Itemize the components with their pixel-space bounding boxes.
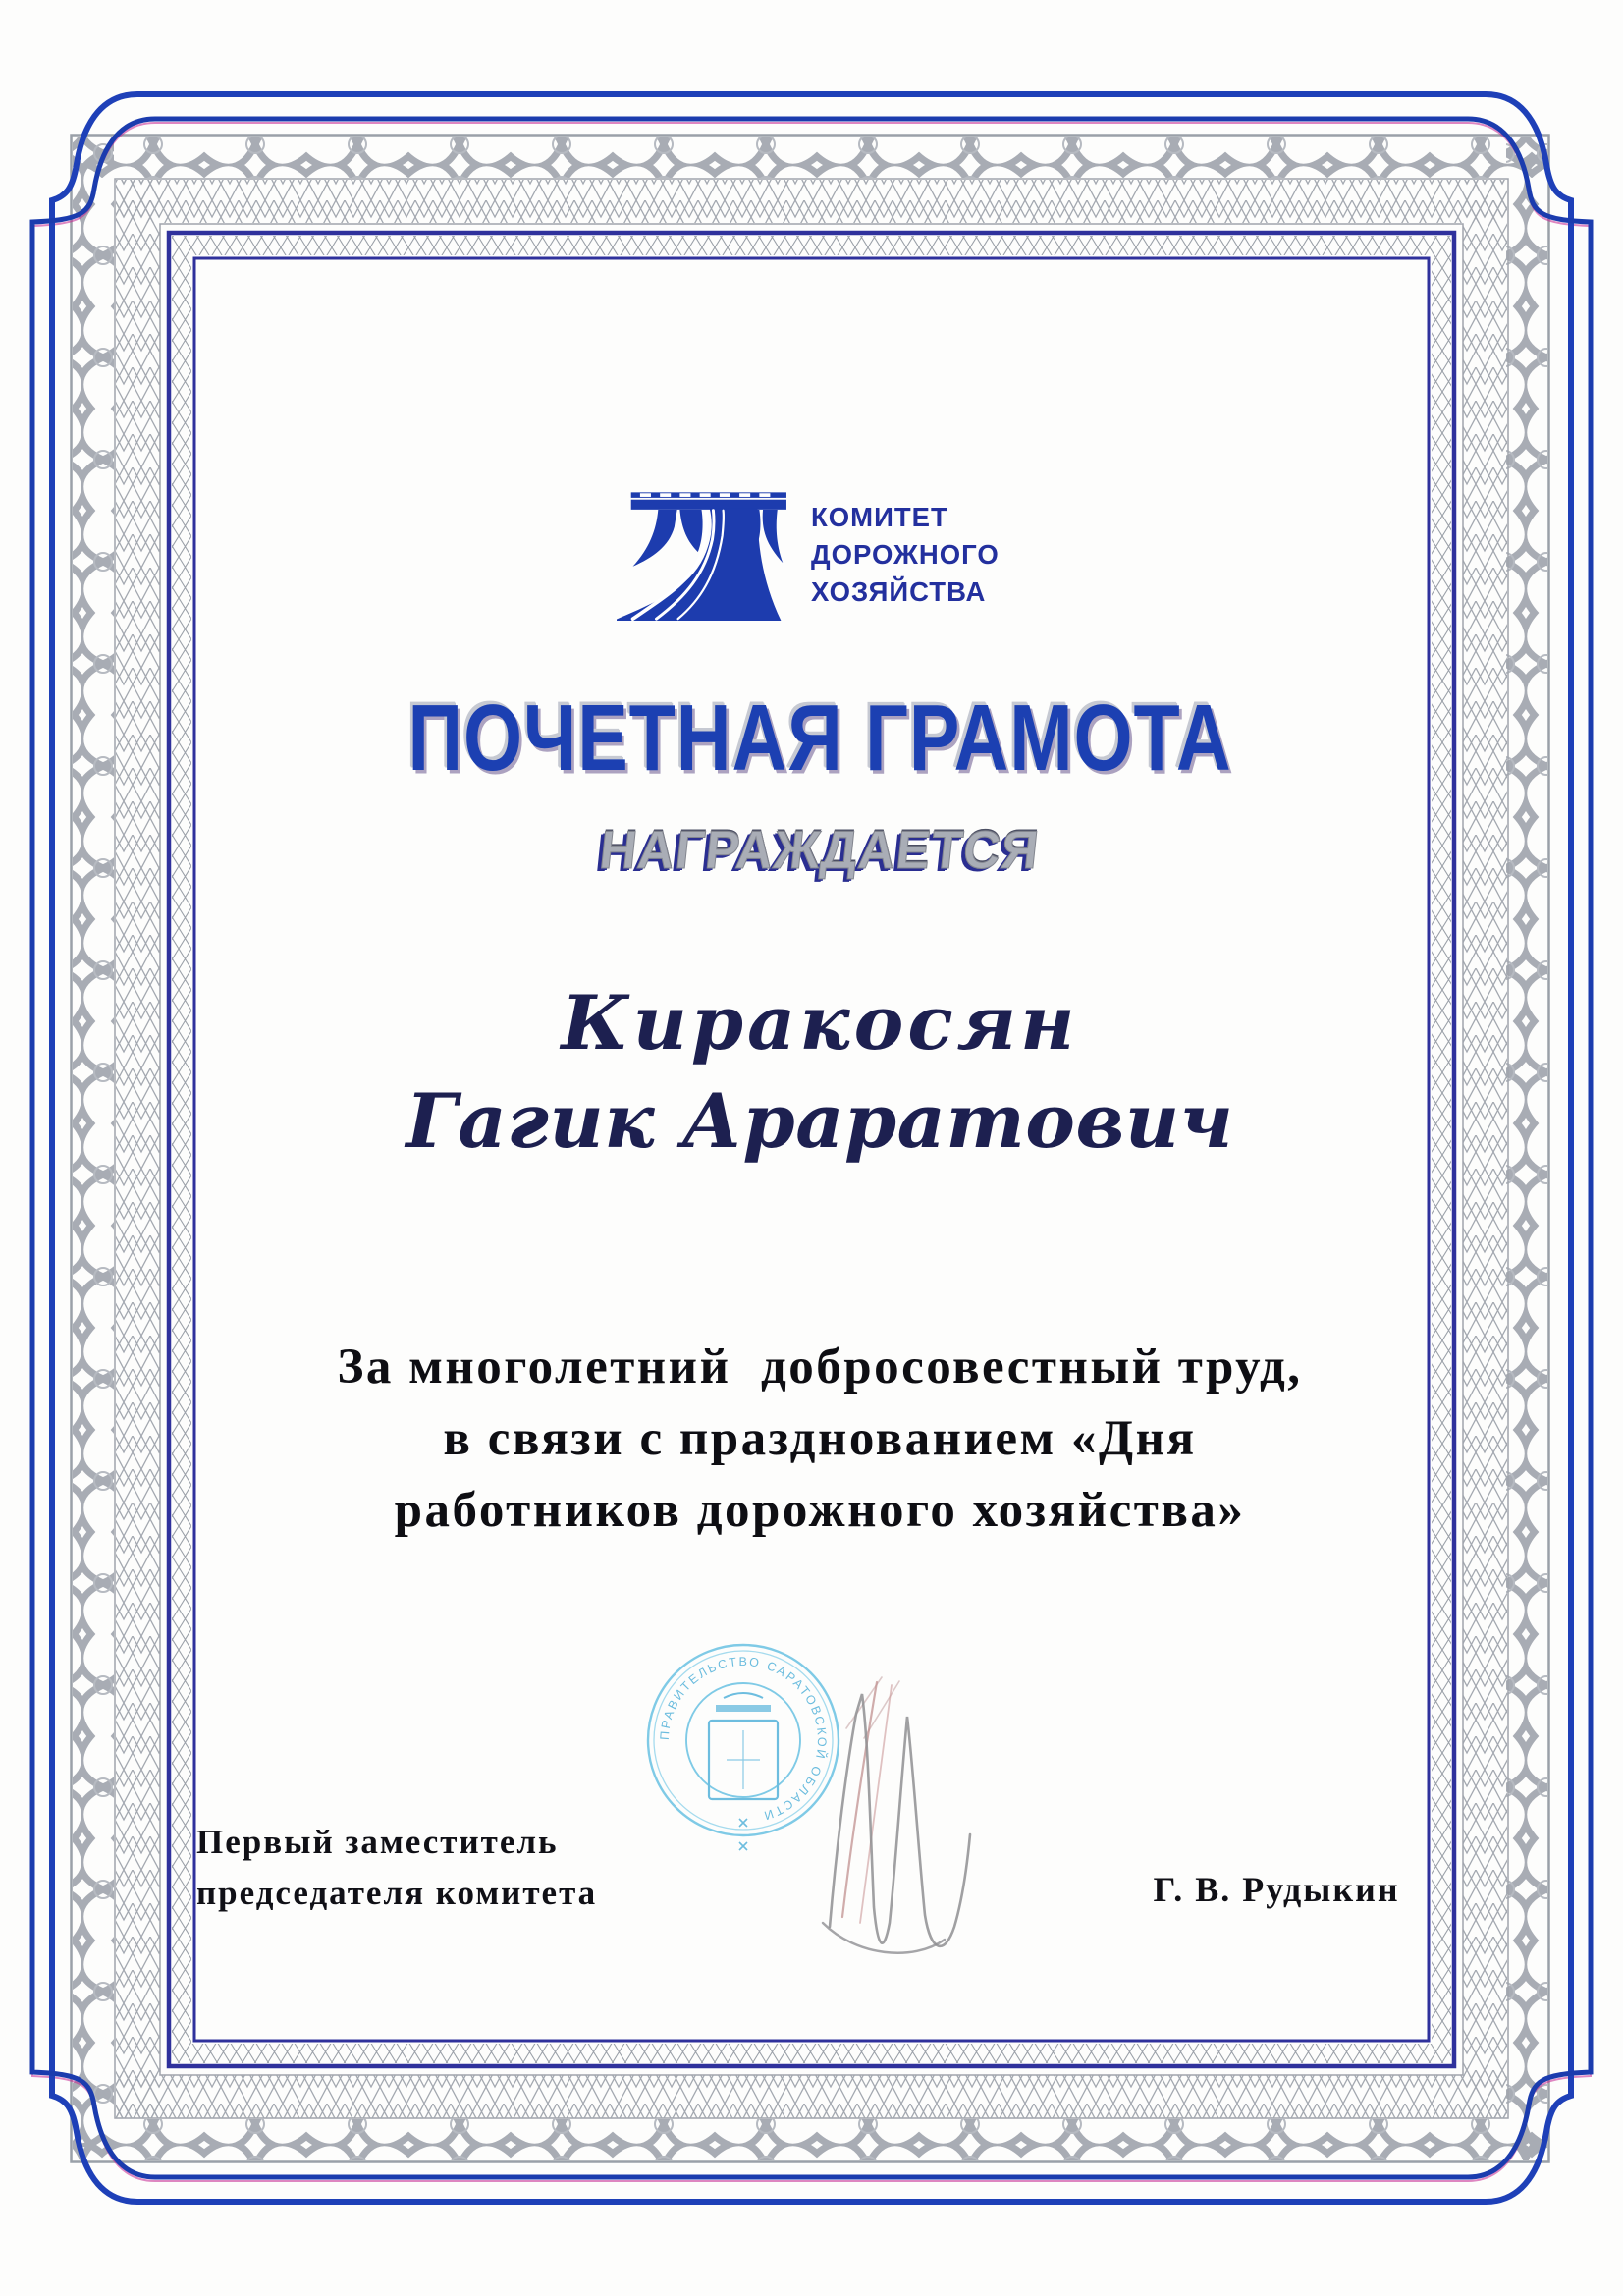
certificate-title-text: ПОЧЕТНАЯ ГРАМОТА bbox=[407, 684, 1232, 791]
committee-name bbox=[811, 485, 1000, 611]
recipient-given-names: Гагик Араратович bbox=[406, 1077, 1234, 1165]
committee-name-line1: КОМИТЕТ bbox=[811, 502, 948, 532]
award-citation bbox=[211, 1332, 1429, 1547]
bridge-road-logo-icon bbox=[617, 485, 797, 621]
committee-name-line2: ДОРОЖНОГО bbox=[811, 539, 1000, 570]
citation-line1: За многолетний добросовестный труд, bbox=[337, 1339, 1303, 1394]
committee-logo-block bbox=[617, 485, 1039, 628]
certificate-title bbox=[211, 684, 1429, 791]
signer-position-line1: Первый заместитель bbox=[196, 1823, 559, 1861]
citation-line2: в связи с празднованием «Дня bbox=[443, 1411, 1197, 1466]
recipient-surname: Киракосян bbox=[561, 979, 1079, 1066]
signer-position bbox=[196, 1817, 707, 1919]
awarded-to-text: НАГРАЖДАЕТСЯ bbox=[597, 820, 1043, 881]
stamp-ring-text: ПРАВИТЕЛЬСТВО САРАТОВСКОЙ ОБЛАСТИ bbox=[657, 1654, 830, 1824]
committee-name-line3: ХОЗЯЙСТВА bbox=[811, 576, 987, 607]
signer-position-line2: председателя комитета bbox=[196, 1874, 598, 1912]
recipient-name bbox=[211, 974, 1429, 1171]
awarded-to-label bbox=[211, 821, 1429, 880]
citation-line3: работников дорожного хозяйства» bbox=[394, 1483, 1246, 1538]
signer-name: Г. В. Рудыкин bbox=[1153, 1870, 1400, 1909]
